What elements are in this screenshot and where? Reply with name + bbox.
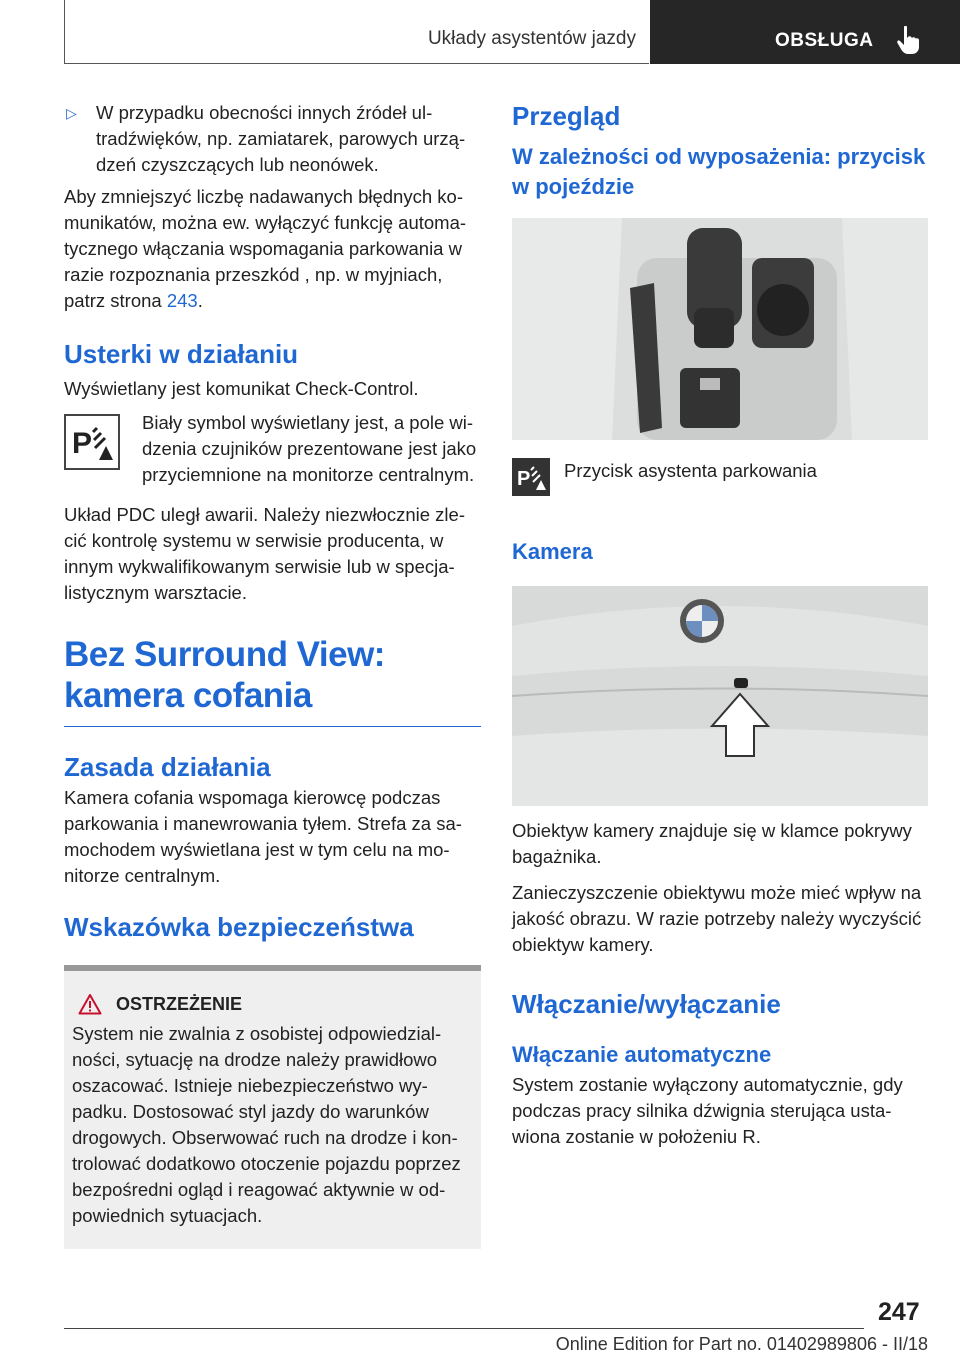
hand-pointer-icon: [896, 25, 922, 55]
section-tab-label: OBSŁUGA: [775, 30, 874, 51]
warning-title: OSTRZEŻENIE: [116, 993, 243, 1014]
zasada-text: Kamera cofania wspomaga kierowcę podczas parkowania i manewrowania tyłem. Strefa za samochodem wyświetlana jest w tym celu na monitorze centralnym.: [64, 787, 462, 886]
chapter-title: Bez Surround View: kamera cofania: [64, 635, 385, 715]
paragraph-misreports: [64, 184, 481, 314]
left-column: [64, 100, 481, 1249]
heading-wyposazenie: W zależności od wyposażenia: przycisk w pojeździe: [512, 144, 926, 199]
heading-wskazowka: Wskazówka bezpieczeństwa: [64, 912, 414, 942]
heading-wlaczanie: Włączanie/wyłączanie: [512, 989, 781, 1019]
warning-triangle-icon: [78, 993, 102, 1015]
paragraph-end: .: [197, 290, 203, 311]
page-link[interactable]: 243: [166, 290, 198, 311]
warning-box: [64, 965, 481, 1249]
kamera-text-1: Obiektyw kamery znajduje się w klamce pokrywy bagażnika.: [512, 820, 912, 867]
automatyczne-text: System zostanie wyłączony automatycznie, gdy podczas pracy silnika dźwignia sterująca ustawiona zostanie w położeniu R.: [512, 1074, 903, 1147]
footer-edition: Online Edition for Part no. 01402989806 - II/18: [555, 1334, 928, 1354]
button-caption-row: [512, 458, 928, 496]
right-column: [512, 100, 928, 1150]
heading-kamera: Kamera: [512, 539, 593, 564]
park-assist-symbol-icon: [64, 414, 120, 470]
console-button-image: [512, 218, 928, 440]
page-number: 247: [878, 1298, 920, 1326]
button-caption: Przycisk asystenta parkowania: [564, 460, 817, 481]
footer-rule: [64, 1328, 864, 1329]
heading-zasada: Zasada działania: [64, 752, 271, 782]
section-title: Układy asystentów jazdy: [427, 28, 636, 49]
svg-text:P: P: [72, 427, 93, 460]
bullet-item: [64, 100, 481, 178]
bullet-text: W przypadku obecności innych źródeł ultradźwięków, np. zamiatarek, parowych urządzeń czyszczących lub neonówek.: [96, 102, 466, 175]
header-underline: [64, 63, 649, 64]
pdc-icon-row: [64, 410, 481, 488]
park-assist-button-icon: [512, 458, 550, 496]
heading-usterki: Usterki w działaniu: [64, 339, 299, 369]
camera-location-image: [512, 586, 928, 806]
heading-przeglad: Przegląd: [512, 101, 621, 131]
pdc-failure-text: Układ PDC uległ awarii. Należy niezwłocznie zlecić kontrolę systemu w serwisie producenta, w innym wykwalifikowanym serwisie lub w specjalistycznym warsztacie.: [64, 504, 465, 603]
svg-text:P: P: [517, 468, 531, 490]
paragraph-text: Aby zmniejszyć liczbę nadawanych błędnych komunikatów, można ew. wyłączyć funkcję automatycznego włączania wspomagania parkowania w razie rozpoznania przeszkód , np. w myjniach, patrz strona: [64, 186, 467, 311]
warning-text: System nie zwalnia z osobistej odpowiedzialności, sytuację na drodze należy prawidłowo oszacować. Istnieje niebezpieczeństwo wypadku. Dostosować styl jazdy do warunków drogowych. Obserwować ruch na drodze i kontrolować dodatkowo otoczenie pojazdu poprzez bezpośredni ogląd i reagować aktywnie w odpowiednich sytuacjach.: [72, 1023, 461, 1226]
usterki-text: Wyświetlany jest komunikat Check-Control.: [64, 378, 419, 399]
chapter-title-rule: [64, 726, 481, 727]
bullet-triangle-icon: ▷: [66, 105, 77, 121]
warning-header: [72, 993, 473, 1015]
kamera-text-2: Zanieczyszczenie obiektywu może mieć wpływ na jakość obrazu. W razie potrzeby należy wyczyścić obiektyw kamery.: [512, 882, 922, 955]
heading-automatyczne: Włączanie automatyczne: [512, 1042, 772, 1067]
icon-description: Biały symbol wyświetlany jest, a pole widzenia czujników prezentowane jest jako przyciemnione na monitorze centralnym.: [142, 412, 477, 485]
